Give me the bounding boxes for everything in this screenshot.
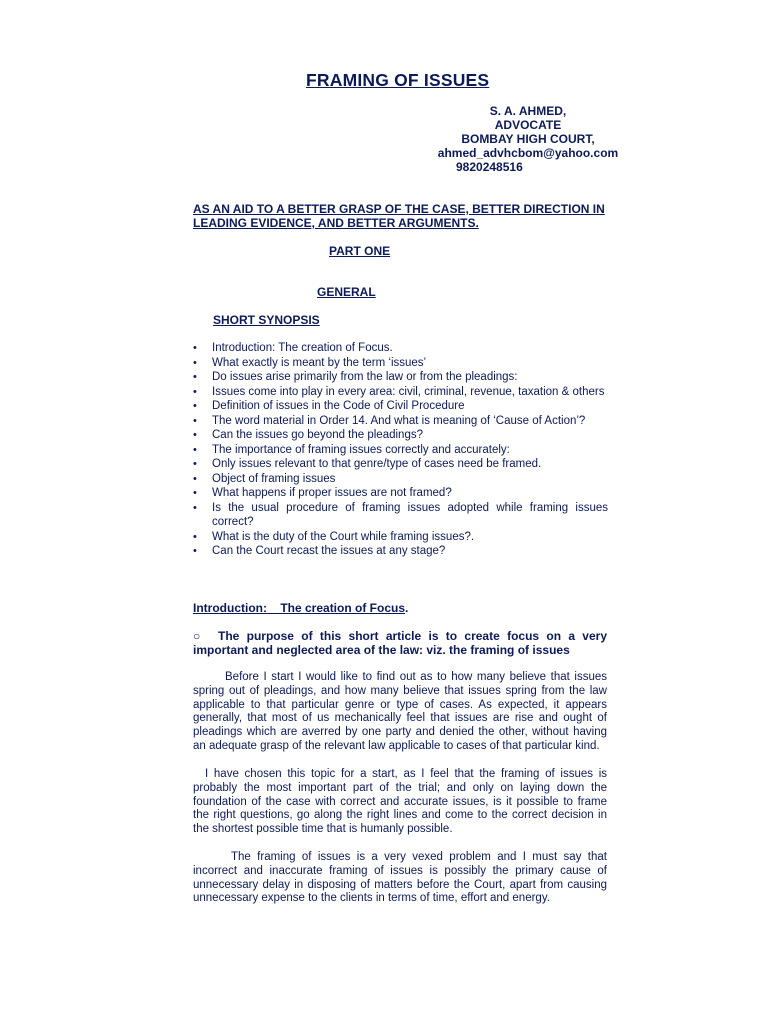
list-item [193, 443, 608, 458]
list-item [193, 385, 608, 400]
bullet-icon: • [193, 458, 197, 470]
list-item-text: Definition of issues in the Code of Civil Procedure [212, 400, 465, 412]
list-item [193, 457, 608, 472]
bullet-icon: • [193, 342, 197, 354]
list-item [193, 341, 608, 356]
bullet-icon: • [193, 472, 197, 485]
part-heading: PART ONE [329, 244, 391, 258]
intro-heading-period: . [405, 601, 409, 615]
list-item [193, 414, 608, 429]
synopsis-heading: SHORT SYNOPSIS [213, 313, 320, 327]
intro-heading-text: The creation of Focus [280, 601, 406, 615]
bullet-icon: • [193, 501, 197, 514]
list-item-text: The importance of framing issues correctly and accurately: [212, 443, 510, 456]
list-item-text: What is the duty of the Court while framing issues?. [212, 530, 475, 543]
bullet-icon: • [193, 429, 197, 441]
list-item [193, 428, 608, 443]
purpose-statement [193, 629, 607, 657]
list-item-text: Issues come into play in every area: civil, criminal, revenue, taxation & others [212, 385, 605, 398]
list-item-text: The word material in Order 14. And what is meaning of ‘Cause of Action’? [212, 414, 586, 427]
list-item [193, 501, 608, 530]
list-item-text: What exactly is meant by the term ‘issues’ [212, 356, 427, 369]
body-paragraph: I have chosen this topic for a start, as I feel that the framing of issues is probably the most important part of the trial; and only on laying down the foundation of the case with correct and accurate issues, is it possible to frame the right questions, go along the right lines and come to the correct decision in the shortest possible time that is humanly possible. [193, 768, 607, 836]
list-item [193, 356, 608, 371]
document-title: FRAMING OF ISSUES [306, 70, 490, 90]
list-item [193, 472, 608, 487]
list-item-text: Only issues relevant to that genre/type of cases need be framed. [212, 458, 542, 470]
purpose-text: The purpose of this short article is to create focus on a very important and neglected area of the law: viz. the framing of issues [193, 629, 607, 657]
bullet-icon: • [193, 385, 197, 398]
intro-heading-gap [267, 601, 280, 615]
bullet-icon: • [193, 414, 197, 427]
list-item-text: What happens if proper issues are not framed? [212, 487, 452, 499]
list-item-text: Is the usual procedure of framing issues adopted while framing issues correct? [212, 501, 608, 528]
document-subtitle: AS AN AID TO A BETTER GRASP OF THE CASE, BETTER DIRECTION IN LEADING EVIDENCE, AND BETTER ARGUMENTS. [193, 202, 605, 230]
circle-bullet-icon: ○ [193, 629, 201, 643]
list-item [193, 399, 608, 414]
list-item [193, 530, 608, 545]
list-item-text: Introduction: The creation of Focus. [212, 342, 393, 354]
list-item [193, 544, 608, 559]
list-item-text: Object of framing issues [212, 472, 336, 485]
list-item [193, 370, 608, 385]
author-name: S. A. AHMED, [489, 104, 567, 118]
synopsis-list [193, 341, 608, 559]
author-court: BOMBAY HIGH COURT, [461, 132, 595, 146]
section-heading: GENERAL [317, 285, 376, 299]
bullet-icon: • [193, 545, 197, 557]
bullet-icon: • [193, 443, 197, 456]
list-item-text: Do issues arise primarily from the law or from the pleadings: [212, 371, 518, 383]
list-item-text: Can the issues go beyond the pleadings? [212, 429, 423, 441]
intro-heading-label: Introduction: [193, 601, 267, 615]
list-item-text: Can the Court recast the issues at any stage? [212, 545, 446, 557]
author-block [420, 104, 636, 174]
bullet-icon: • [193, 530, 197, 543]
body-paragraph: Before I start I would like to find out as to how many believe that issues spring out of pleadings, and how many believe that issues spring from the law applicable to that particular genre or type of cases. As expected, it appears generally, that most of us mechanically feel that issues are rise and ought of pleadings which are averred by one party and denied the other, without having an adequate grasp of the relevant law applicable to cases of that particular kind. [193, 671, 607, 752]
bullet-icon: • [193, 356, 197, 369]
author-role: ADVOCATE [494, 118, 562, 132]
bullet-icon: • [193, 400, 197, 412]
author-phone: 9820248516 [456, 160, 523, 174]
list-item [193, 486, 608, 501]
bullet-icon: • [193, 371, 197, 383]
body-paragraph: The framing of issues is a very vexed problem and I must say that incorrect and inaccurate framing of issues is possibly the primary cause of unnecessary delay in disposing of matters before the Court, apart from causing unnecessary expense to the clients in terms of time, effort and energy. [193, 851, 607, 905]
intro-heading [193, 601, 408, 615]
bullet-icon: • [193, 487, 197, 499]
author-email: ahmed_advhcbom@yahoo.com [437, 146, 619, 160]
